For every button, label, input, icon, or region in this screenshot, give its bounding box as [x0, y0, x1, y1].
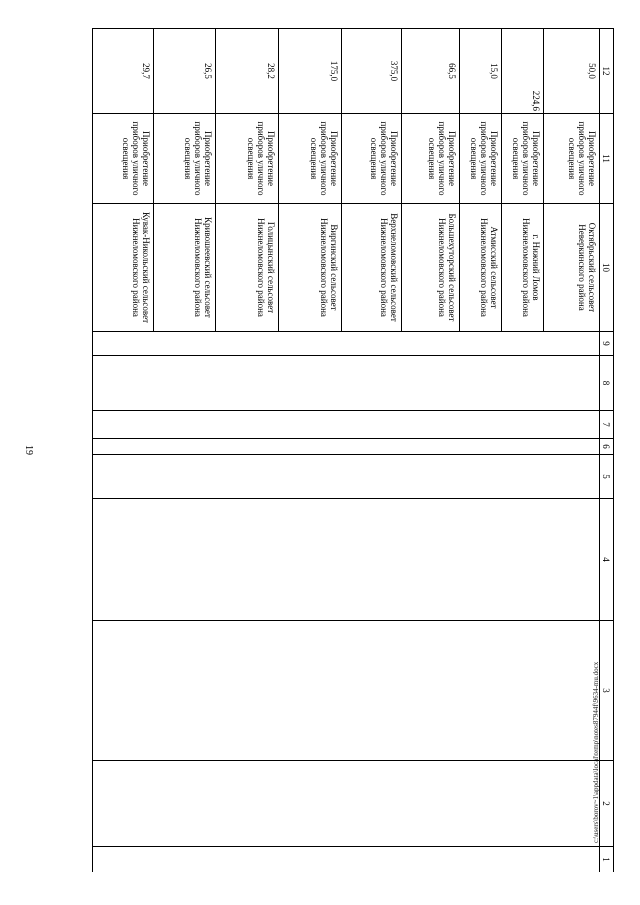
purpose-cell: Приобретение приборов уличного освещения [401, 114, 459, 204]
page-number: 19 [23, 445, 34, 455]
amount-cell: 375,0 [341, 29, 401, 114]
amount-cell: 224,6 [501, 29, 543, 114]
recipient-cell: Кривошеевский сельсовет Нижнеломовского района [154, 204, 215, 332]
recipient-cell: Виргинский сельсовет Нижнеломовского района [279, 204, 341, 332]
column-header: 10 [600, 204, 614, 332]
purpose-cell: Приобретение приборов уличного освещения [154, 114, 215, 204]
empty-cell [93, 439, 600, 455]
column-header: 2 [600, 761, 614, 847]
purpose-cell: Приобретение приборов уличного освещения [459, 114, 501, 204]
empty-cell [93, 621, 600, 761]
amount-cell: 50,0 [544, 29, 600, 114]
amount-cell: 15,0 [459, 29, 501, 114]
recipient-cell: Большехуторский сельсовет Нижнеломовского района [401, 204, 459, 332]
column-header: 12 [600, 29, 614, 114]
column-header: 6 [600, 439, 614, 455]
amount-cell: 29,7 [93, 29, 154, 114]
purpose-cell: Приобретение приборов уличного освещения [93, 114, 154, 204]
purpose-cell: Приобретение приборов уличного освещения [501, 114, 543, 204]
empty-cell [93, 847, 600, 873]
empty-cell [93, 761, 600, 847]
recipient-cell: Атмисский сельсовет Нижнеломовского района [459, 204, 501, 332]
empty-cell [93, 411, 600, 439]
empty-cell [93, 332, 600, 356]
purpose-cell: Приобретение приборов уличного освещения [544, 114, 600, 204]
recipient-cell: Верхнеломовский сельсовет Нижнеломовского района [341, 204, 401, 332]
empty-cell [93, 356, 600, 411]
footer-file-path: c:\users\borov~1\appdata\local\temp\notes87944f\9634-mu.docx [592, 661, 600, 843]
recipient-cell: Октябрьский сельсовет Неверкинского района [544, 204, 600, 332]
purpose-cell: Приобретение приборов уличного освещения [279, 114, 341, 204]
amount-cell: 28,2 [215, 29, 279, 114]
recipient-cell: Голицынский сельсовет Нижнеломовского района [215, 204, 279, 332]
empty-cell [93, 499, 600, 621]
funding-table [92, 28, 614, 872]
purpose-cell: Приобретение приборов уличного освещения [341, 114, 401, 204]
rotated-table-wrapper [92, 28, 614, 872]
column-header: 8 [600, 356, 614, 411]
amount-cell: 26,5 [154, 29, 215, 114]
column-number-row [600, 29, 614, 873]
amount-cell: 66,5 [401, 29, 459, 114]
column-header: 5 [600, 455, 614, 499]
column-header: 3 [600, 621, 614, 761]
purpose-cell: Приобретение приборов уличного освещения [215, 114, 279, 204]
recipient-cell: г. Нижний Ломов Нижнеломовского района [501, 204, 543, 332]
column-header: 1 [600, 847, 614, 873]
recipient-cell: Кувак-Никольский сельсовет Нижнеломовского района [93, 204, 154, 332]
column-header: 9 [600, 332, 614, 356]
column-header: 4 [600, 499, 614, 621]
empty-cell [93, 455, 600, 499]
table-row [544, 29, 600, 873]
column-header: 11 [600, 114, 614, 204]
amount-cell: 175,0 [279, 29, 341, 114]
column-header: 7 [600, 411, 614, 439]
